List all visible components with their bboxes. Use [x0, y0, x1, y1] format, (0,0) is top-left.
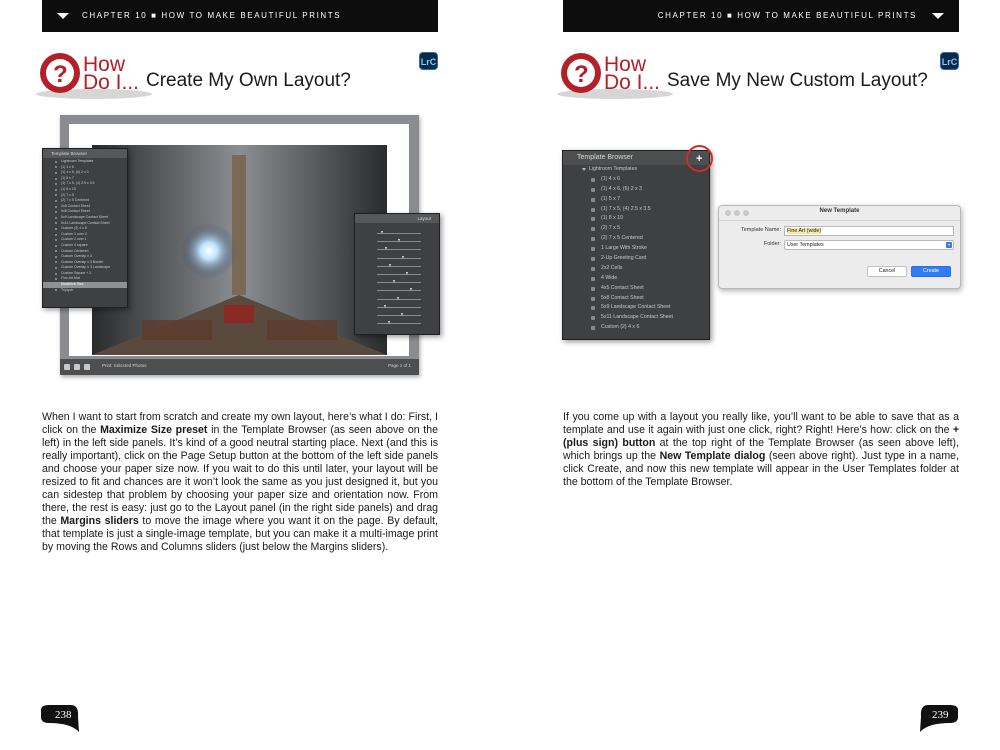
- cancel-button[interactable]: Cancel: [867, 266, 907, 277]
- svg-text:?: ?: [53, 61, 68, 88]
- folder-label: Folder:: [763, 241, 781, 247]
- bold-term: + (plus sign) button: [563, 424, 959, 449]
- template-list: [43, 158, 127, 293]
- template-item[interactable]: Custom 4 square: [43, 243, 127, 249]
- print-selection-text: Print: Selected Photos: [102, 363, 147, 368]
- slider-knob[interactable]: [410, 288, 412, 291]
- slider-knob[interactable]: [389, 264, 391, 267]
- filmstrip-toolbar: [60, 359, 419, 375]
- bold-term: Maximize Size preset: [100, 424, 208, 436]
- slider-track[interactable]: [377, 299, 421, 300]
- new-template-dialog: [718, 205, 961, 289]
- template-item[interactable]: Triptych: [43, 288, 127, 294]
- template-list: [563, 175, 709, 333]
- template-item[interactable]: (1) 4 x 6: [43, 165, 127, 171]
- how-do-i-logo: [34, 50, 154, 100]
- template-item[interactable]: (1) 5 x 7: [563, 195, 709, 205]
- do-i-word: Do I...: [83, 71, 140, 94]
- template-item[interactable]: 5x11 Landscape Contact Sheet: [563, 313, 709, 323]
- page-number: 238: [55, 709, 72, 721]
- template-item[interactable]: Custom Overlap x 3: [43, 254, 127, 260]
- template-item[interactable]: 1 Large With Stroke: [563, 244, 709, 254]
- layout-slider[interactable]: [359, 312, 435, 318]
- chevron-down-icon[interactable]: [932, 13, 944, 19]
- layout-slider[interactable]: [359, 279, 435, 285]
- layout-slider[interactable]: [359, 263, 435, 269]
- layout-slider[interactable]: [359, 255, 435, 261]
- slider-track[interactable]: [377, 315, 421, 316]
- lrc-badge: LrC: [419, 52, 438, 70]
- template-item[interactable]: 2-Up Greeting Card: [563, 254, 709, 264]
- template-item[interactable]: (2) 7 x 5 Centered: [43, 198, 127, 204]
- layout-slider[interactable]: [359, 246, 435, 252]
- layout-panel: [354, 213, 440, 335]
- template-item[interactable]: 4x5 Contact Sheet: [43, 204, 127, 210]
- layout-slider[interactable]: [359, 320, 435, 326]
- chevron-down-icon[interactable]: [57, 13, 69, 19]
- template-item[interactable]: (2) 7 x 5 Centered: [563, 234, 709, 244]
- body-paragraph: When I want to start from scratch and create my own layout, here’s what I do: First, I click on the Maximize Size preset in the Template Browser (as seen above on the left) in the left side panels. It’s kind of a good neutral starting place. Next (and this is really important), click on the Page Setup button at the bottom of the left side panels and choose your paper size now. If you wait to do this until later, your layout will be resized to fit and chances are it won’t look the same as you just designed it, but you can sidestep that problem by choosing your paper size and orientation now. From there, the rest is easy: just go to the Layout panel (in the right side panels) and drag the Margins sliders to move the image where you want it on the page. By default, that template is just a single-image template, but you can make it a multi-image print by moving the Rows and Columns sliders (just below the Margins sliders).: [42, 411, 439, 553]
- slider-knob[interactable]: [397, 297, 399, 300]
- slider-knob[interactable]: [406, 272, 408, 275]
- lrc-badge: LrC: [940, 52, 959, 70]
- page-number-tab: [41, 705, 79, 732]
- template-item[interactable]: (1) 4 x 6, (6) 2 x 3: [43, 170, 127, 176]
- template-item[interactable]: 5x8 Contact Sheet: [43, 209, 127, 215]
- template-item[interactable]: (1) 4 x 6, (6) 2 x 3: [563, 185, 709, 195]
- slider-track[interactable]: [377, 258, 421, 259]
- slider-knob[interactable]: [381, 231, 383, 234]
- template-item[interactable]: Custom 2 over 1: [43, 237, 127, 243]
- right-page: [500, 0, 1000, 750]
- dialog-titlebar: [719, 206, 960, 221]
- cathedral-photo-drawing: [92, 145, 387, 355]
- chevron-down-icon: ▾: [947, 242, 950, 247]
- slider-knob[interactable]: [384, 305, 386, 308]
- template-item[interactable]: 5x9 Landscape Contact Sheet: [563, 303, 709, 313]
- template-item[interactable]: 4x5 Contact Sheet: [563, 284, 709, 294]
- template-name-label: Template Name:: [740, 227, 781, 233]
- back-icon[interactable]: [74, 364, 80, 370]
- page-number-tab: [920, 705, 958, 732]
- slider-track[interactable]: [377, 290, 421, 291]
- template-group-lightroom[interactable]: Lightroom Templates: [563, 165, 709, 175]
- template-item[interactable]: (2) 7 x 5: [563, 224, 709, 234]
- template-item[interactable]: Custom 1 over 2: [43, 232, 127, 238]
- template-item[interactable]: Custom Square + 2: [43, 271, 127, 277]
- layout-slider[interactable]: [359, 271, 435, 277]
- page-title: Create My Own Layout?: [146, 70, 351, 91]
- page-count-text: Page 1 of 1: [387, 363, 411, 368]
- template-item[interactable]: (1) 5 x 7: [43, 176, 127, 182]
- template-item[interactable]: (2) 7 x 5: [43, 193, 127, 199]
- template-item[interactable]: (1) 7 x 5, (4) 2.5 x 3.5: [43, 181, 127, 187]
- layout-slider[interactable]: [359, 238, 435, 244]
- template-item[interactable]: (1) 7 x 5, (4) 2.5 x 3.5: [563, 205, 709, 215]
- template-item[interactable]: 5x11 Landscape Contact Sheet: [43, 221, 127, 227]
- template-item[interactable]: Custom (2) 4 x 6: [43, 226, 127, 232]
- add-template-button[interactable]: +: [696, 153, 703, 165]
- slider-knob[interactable]: [393, 280, 395, 283]
- slider-knob[interactable]: [388, 321, 390, 324]
- template-name-value[interactable]: Fine Art (wide): [787, 228, 822, 234]
- slider-track[interactable]: [377, 282, 421, 283]
- template-item[interactable]: Custom Overlap x 3 Landscape: [43, 265, 127, 271]
- grid-icon[interactable]: [64, 364, 70, 370]
- template-item[interactable]: Custom (2) 4 x 6: [563, 323, 709, 333]
- slider-knob[interactable]: [398, 239, 400, 242]
- layout-slider[interactable]: [359, 304, 435, 310]
- template-item[interactable]: Fine Art Mat: [43, 276, 127, 282]
- template-item[interactable]: Maximize Size: [43, 282, 127, 288]
- how-word: How: [83, 53, 126, 76]
- slider-knob[interactable]: [401, 313, 403, 316]
- folder-select-value: User Templates: [787, 242, 824, 248]
- template-item[interactable]: 5x8 Contact Sheet: [563, 294, 709, 304]
- chapter-header-text: CHAPTER 10 ■ HOW TO MAKE BEAUTIFUL PRINTS: [657, 11, 917, 20]
- how-word: How: [604, 53, 647, 76]
- template-item[interactable]: 4 Wide: [563, 274, 709, 284]
- template-item[interactable]: Custom Centered: [43, 249, 127, 255]
- cathedral-photo: [92, 145, 387, 355]
- slider-knob[interactable]: [385, 247, 387, 250]
- page-number: 239: [932, 709, 949, 721]
- template-item[interactable]: (1) 4 x 6: [563, 175, 709, 185]
- layout-slider[interactable]: [359, 287, 435, 293]
- template-browser-header[interactable]: Template Browser: [563, 151, 709, 165]
- template-item[interactable]: (1) 8 x 10: [563, 214, 709, 224]
- print-module-screenshot: [40, 112, 440, 382]
- bold-term: New Template dialog: [659, 450, 766, 462]
- slider-track[interactable]: [377, 233, 421, 234]
- slider-knob[interactable]: [402, 256, 404, 259]
- template-browser-header[interactable]: Template Browser: [43, 149, 127, 158]
- slider-track[interactable]: [377, 249, 421, 250]
- svg-text:?: ?: [574, 61, 589, 88]
- template-item[interactable]: 5x9 Landscape Contact Sheet: [43, 215, 127, 221]
- template-browser-panel: [562, 150, 710, 340]
- layout-panel-header[interactable]: Layout: [355, 214, 439, 223]
- template-item[interactable]: 2x2 Cells: [563, 264, 709, 274]
- chapter-header-text: CHAPTER 10 ■ HOW TO MAKE BEAUTIFUL PRINTS: [82, 11, 342, 20]
- template-item[interactable]: Custom Overlap x 3 Border: [43, 260, 127, 266]
- template-item[interactable]: (1) 8 x 10: [43, 187, 127, 193]
- do-i-word: Do I...: [604, 71, 661, 94]
- slider-track[interactable]: [377, 274, 421, 275]
- body-paragraph: If you come up with a layout you really like, you’ll want to be able to save that as a template and use it again with just one click, right? Right! Here’s how: click on the + (plus sign) button at the top right of the Template Browser (as seen above left), which brings up the New Template dialog (seen above right). Just type in a name, click Create, and now this new template will appear in the User Templates folder at the bottom of the Template Browser.: [563, 411, 959, 488]
- slider-track[interactable]: [377, 266, 421, 267]
- chapter-header-bar: [42, 0, 438, 32]
- slider-track[interactable]: [377, 323, 421, 324]
- chapter-header-bar: [563, 0, 959, 32]
- template-item[interactable]: Lightroom Templates: [43, 159, 127, 165]
- page-title: Save My New Custom Layout?: [667, 70, 928, 91]
- layout-slider[interactable]: [359, 296, 435, 302]
- folder-select[interactable]: [784, 240, 954, 250]
- layout-slider[interactable]: [359, 230, 435, 236]
- forward-icon[interactable]: [84, 364, 90, 370]
- template-browser-panel: [42, 148, 128, 308]
- create-button[interactable]: Create: [911, 266, 951, 277]
- bold-term: Margins sliders: [60, 515, 139, 527]
- template-name-input[interactable]: [784, 226, 954, 236]
- dialog-title: New Template: [819, 208, 860, 214]
- how-do-i-logo: [555, 50, 675, 100]
